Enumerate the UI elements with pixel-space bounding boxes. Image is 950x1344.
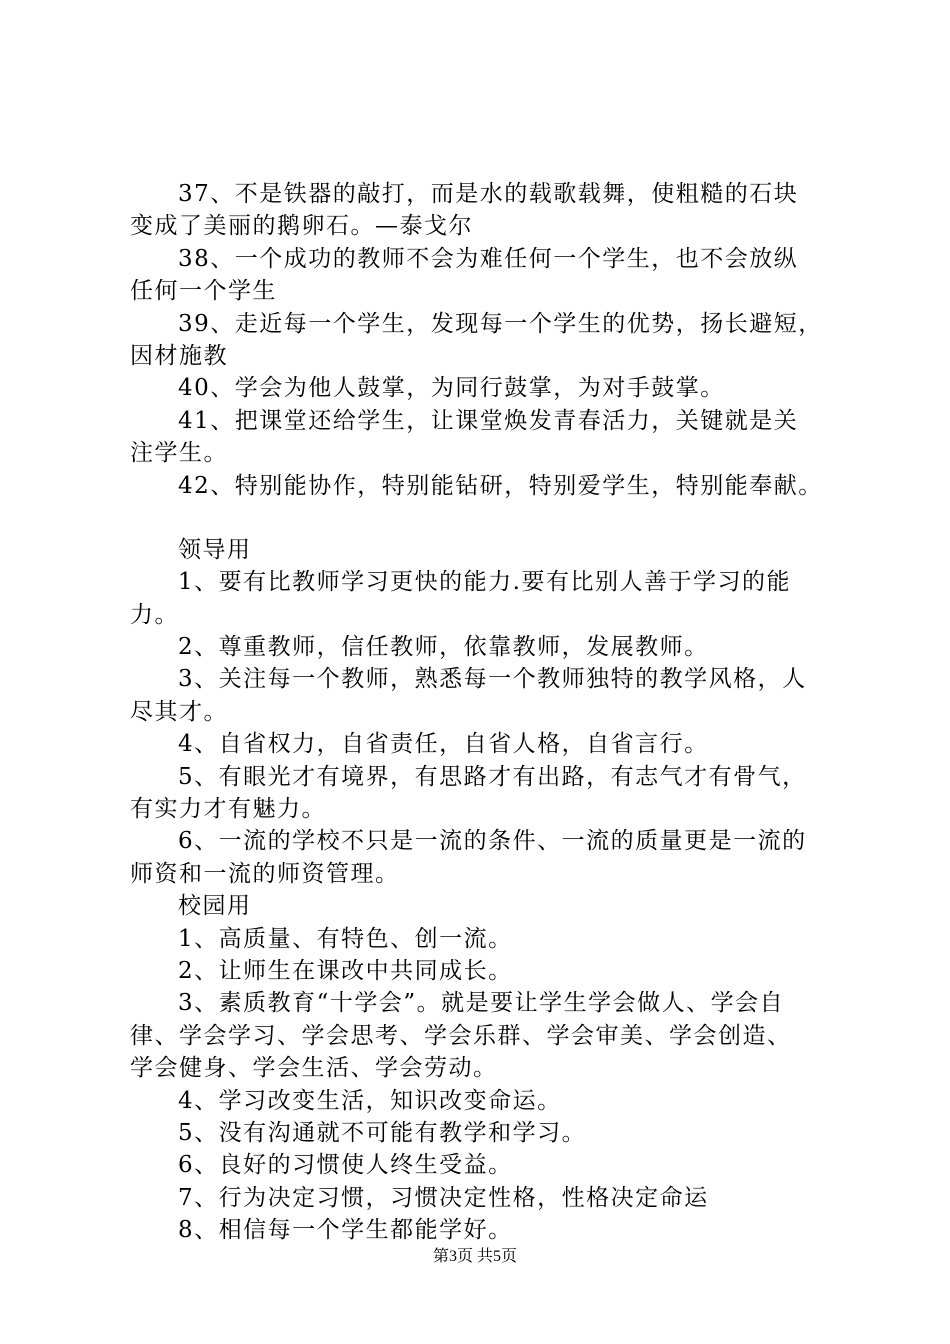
campus-item-8: 8、相信每一个学生都能学好。 [178,1217,513,1244]
quote-37-line-1: 37、不是铁器的敲打，而是水的载歌载舞，使粗糙的石块 [178,181,799,207]
campus-item-2: 2、让师生在课改中共同成长。 [178,957,513,984]
leaders-item-5-line-1: 5、有眼光才有境界，有思路才有出路，有志气才有骨气， [178,763,807,790]
document-body [130,178,840,1247]
leaders-item-3-line-1: 3、关注每一个教师，熟悉每一个教师独特的教学风格，人 [178,666,807,693]
section-heading-campus: 校园用 [178,893,252,920]
quote-37-line-2: 变成了美丽的鹅卵石。—泰戈尔 [130,213,473,240]
campus-item-6: 6、良好的习惯使人终生受益。 [178,1152,513,1179]
quote-40: 40、学会为他人鼓掌，为同行鼓掌，为对手鼓掌。 [178,375,725,402]
quote-38-line-2: 任何一个学生 [130,278,277,305]
section-heading-leaders: 领导用 [178,536,252,563]
page-number-footer: 第3页 共5页 [432,1248,517,1265]
leaders-item-6-line-1: 6、一流的学校不只是一流的条件、一流的质量更是一流的 [178,828,807,855]
leaders-item-3-line-2: 尽其才。 [130,698,228,725]
campus-item-3-line-1: 3、素质教育“十学会”。就是要让学生学会做人、学会自 [178,990,785,1017]
quote-41-line-1: 41、把课堂还给学生，让课堂焕发青春活力，关键就是关 [178,407,799,434]
section-spacer [130,502,840,534]
campus-item-3-line-3: 学会健身、学会生活、学会劳动。 [130,1055,498,1082]
campus-item-7: 7、行为决定习惯，习惯决定性格，性格决定命运 [178,1184,709,1211]
quote-39-line-1: 39、走近每一个学生，发现每一个学生的优势，扬长避短， [178,310,823,337]
quote-38-line-1: 38、一个成功的教师不会为难任何一个学生，也不会放纵 [178,245,799,272]
campus-item-1: 1、高质量、有特色、创一流。 [178,925,513,952]
quote-39-line-2: 因材施教 [130,342,228,369]
leaders-item-5-line-2: 有实力才有魅力。 [130,796,326,823]
leaders-item-2: 2、尊重教师，信任教师，依靠教师，发展教师。 [178,634,709,661]
leaders-item-4: 4、自省权力，自省责任，自省人格，自省言行。 [178,731,709,758]
leaders-item-6-line-2: 师资和一流的师资管理。 [130,860,400,887]
quote-42: 42、特别能协作，特别能钻研，特别爱学生，特别能奉献。 [178,472,823,499]
leaders-item-1-line-1: 1、要有比教师学习更快的能力.要有比别人善于学习的能 [178,569,791,596]
leaders-item-1-line-2: 力。 [130,601,179,628]
quote-41-line-2: 注学生。 [130,440,228,467]
campus-item-3-line-2: 律、学会学习、学会思考、学会乐群、学会审美、学会创造、 [130,1022,792,1049]
campus-item-4: 4、学习改变生活，知识改变命运。 [178,1087,562,1114]
campus-item-5: 5、没有沟通就不可能有教学和学习。 [178,1119,587,1146]
